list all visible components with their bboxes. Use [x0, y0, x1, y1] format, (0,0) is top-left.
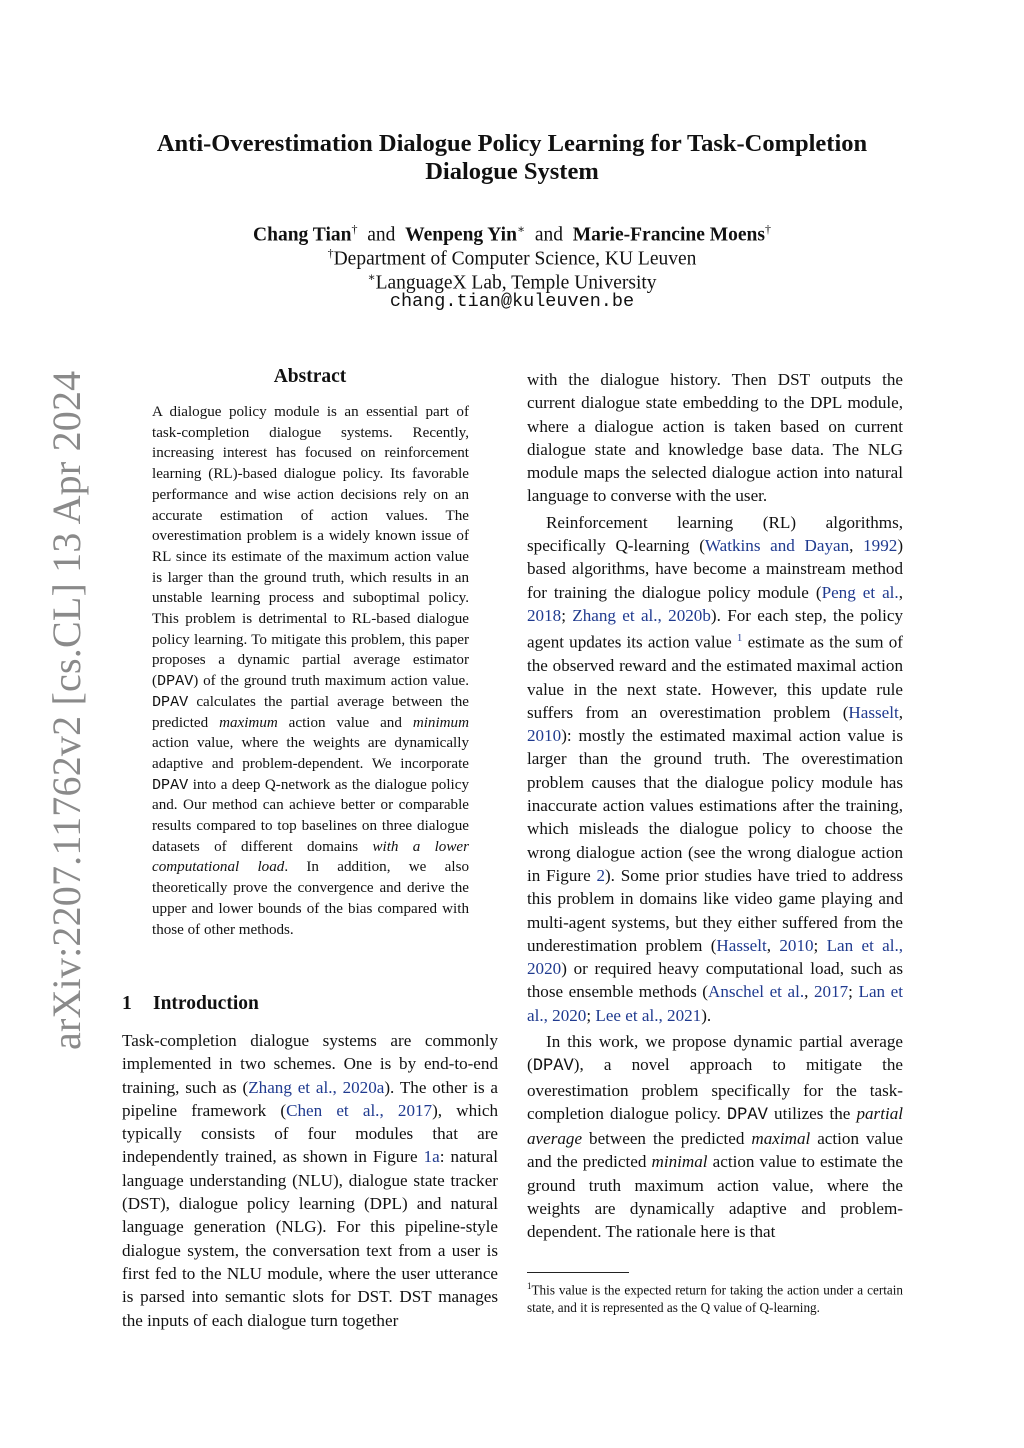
body-text: ). For each step, the policy agent updates its action value — [527, 605, 903, 652]
footnote-text: This value is the expected return for taking the action under a certain state, and it is represented as the Q value of Q-learning. — [527, 1282, 903, 1315]
emphasis: with a lower computational load — [152, 838, 469, 876]
emphasis: maximal — [751, 1129, 811, 1149]
abstract-text: into a deep Q-network as the dialogue policy and. Our method can achieve better or comparable results compared to top baselines on three dialogue datasets of different domains — [152, 776, 469, 855]
citation-link[interactable]: Anschel et al. — [708, 982, 805, 1002]
section-heading-introduction — [122, 993, 259, 1015]
body-text: In this work, we propose dynamic partial average ( — [527, 1032, 903, 1075]
body-text: ) or required heavy computational load, such as those ensemble methods ( — [527, 959, 903, 1002]
abstract-text: . In addition, we also theoretically prove the convergence and derive the upper and lower bounds of the bias compared with those of other methods. — [152, 859, 469, 938]
intro-paragraph-1 — [122, 1029, 498, 1332]
body-text: utilizes the — [767, 1103, 857, 1123]
body-text: ): mostly the estimated maximal action value is larger than the ground truth. The overestimation problem causes that the dialogue policy module has inaccurate action values estimations after the training, which misleads the dialogue policy to choose the wrong dialogue action (see the wrong dialogue action in Figure — [527, 726, 903, 885]
citation-link[interactable]: Lan et al., 2020 — [527, 982, 904, 1025]
section-title: Introduction — [153, 993, 259, 1014]
affiliation-2-mark: ∗ — [367, 270, 376, 284]
author-sep-2: and — [534, 224, 563, 246]
author-1-mark: † — [351, 222, 358, 236]
body-text: ), a novel approach to mitigate the overestimation problem specifically for the task-completion dialogue policy. — [527, 1055, 903, 1123]
abstract-text: ) of the ground truth maximum action value. — [193, 673, 469, 690]
author-3-mark: † — [764, 222, 771, 236]
body-text: , — [804, 982, 814, 1002]
author-2: Wenpeng Yin — [405, 224, 517, 246]
body-text: Reinforcement learning (RL) algorithms, specifically Q-learning ( — [527, 512, 903, 556]
intro-paragraph-3 — [527, 1030, 903, 1244]
title-line-1: Anti-Overestimation Dialogue Policy Learning for Task-Completion — [156, 130, 868, 157]
author-1: Chang Tian — [253, 224, 352, 246]
citation-link[interactable]: Lan et al., 2020 — [527, 935, 904, 979]
affiliation-1-mark: † — [327, 246, 334, 260]
citation-link[interactable]: 2018 — [527, 605, 562, 625]
dpav-term: DPAV — [152, 775, 189, 794]
dpav-term: DPAV — [152, 692, 189, 711]
body-text: , — [766, 935, 780, 955]
body-text: : natural language understanding (NLU), dialogue state tracker (DST), dialogue policy learning (DPL) and natural language generation (NLG). For this pipeline-style dialogue system, the conversation text from a user is first fed to the NLU module, where the user utterance is parsed into semantic slots for DST. DST manages the inputs of each dialogue turn together — [122, 1147, 498, 1330]
body-text: ). The other is a pipeline framework ( — [122, 1077, 498, 1120]
intro-paragraph-1-cont: with the dialogue history. Then DST outputs the current dialogue state embedding to the DPL module, where a dialogue action is taken based on current dialogue state and knowledge base data. The NLG module maps the selected dialogue action into natural language to converse with the user. — [527, 370, 903, 506]
citation-link[interactable]: Chen et al., 2017 — [286, 1100, 433, 1120]
title-line-2: Dialogue System — [425, 158, 599, 185]
dpav-term: DPAV — [157, 672, 194, 691]
author-sep-1: and — [367, 224, 396, 246]
citation-link[interactable]: 2010 — [779, 935, 814, 955]
citation-link[interactable]: Lee et al., 2021 — [595, 1005, 702, 1025]
citation-link[interactable]: 1992 — [863, 536, 898, 556]
citation-link[interactable]: Hasselt — [716, 935, 767, 955]
figure-ref-link[interactable]: 1a — [423, 1147, 440, 1167]
abstract-heading: Abstract — [273, 366, 347, 387]
citation-link[interactable]: 2017 — [813, 982, 849, 1002]
abstract-text: A dialogue policy module is an essential part of task-completion dialogue systems. Recently, increasing interest has focused on reinforcement learning (RL)-based dialogue policy. Its favorable performance and wise action decisions rely on an accurate estimation of action values. The overestimation problem is a widely known issue of RL since its estimate of the maximum action value is larger than the ground truth, which results in an unstable learning process and suboptimal policy. This problem is detrimental to RL-based dialogue policy learning. To mitigate this problem, this paper proposes a dynamic partial average estimator ( — [152, 404, 469, 690]
citation-link[interactable]: Watkins and Dayan — [704, 536, 850, 556]
author-3: Marie-Francine Moens — [572, 224, 765, 246]
body-text: , — [898, 702, 903, 722]
body-text: , — [898, 582, 903, 602]
intro-left-column — [122, 1029, 498, 1335]
arxiv-stamp: arXiv:2207.11762v2 [cs.CL] 13 Apr 2024 — [44, 370, 89, 1050]
body-text: ). Some prior studies have tried to address this problem in domains like video game playing and multi-agent systems, but they either suffered from the underestimation problem ( — [527, 865, 903, 955]
emphasis: minimal — [651, 1152, 708, 1172]
footnote-ref-link[interactable]: 1 — [736, 632, 743, 645]
emphasis: partial average — [527, 1103, 903, 1149]
emphasis: maximum — [219, 714, 278, 731]
citation-link[interactable]: 2010 — [527, 726, 562, 746]
dpav-term: DPAV — [532, 1057, 574, 1077]
body-text: , — [849, 536, 864, 556]
affiliation-1-text: Department of Computer Science, KU Leuven — [333, 248, 697, 270]
body-text: ) based algorithms, have become a mainstream method for training the dialogue policy module ( — [527, 536, 904, 602]
citation-link[interactable]: Peng et al. — [821, 582, 899, 602]
body-text: between the predicted — [582, 1129, 752, 1149]
intro-right-column — [527, 368, 903, 1244]
citation-link[interactable]: Hasselt — [848, 702, 899, 722]
emphasis: minimum — [412, 714, 469, 731]
footnote-mark: 1 — [527, 1281, 532, 1291]
body-text: ), which typically consists of four modules that are independently trained, as shown in Figure — [122, 1100, 498, 1167]
abstract-text: action value, where the weights are dynamically adaptive and problem-dependent. We incorporate — [152, 735, 469, 772]
section-number: 1 — [122, 993, 132, 1014]
body-text: ; — [561, 605, 573, 625]
dpav-term: DPAV — [726, 1105, 768, 1125]
footnote-1 — [527, 1278, 903, 1316]
figure-ref-link[interactable]: 2 — [596, 865, 605, 885]
body-text: estimate as the sum of the observed reward and the estimated maximal action value in the next state. However, this update rule suffers from an overestimation problem ( — [527, 632, 903, 722]
author-email[interactable]: chang.tian@kuleuven.be — [389, 291, 635, 312]
footnote-divider — [527, 1272, 629, 1273]
affiliation-2-text: LanguageX Lab, Temple University — [375, 272, 657, 294]
intro-paragraph-2 — [527, 511, 903, 1027]
body-text: Task-completion dialogue systems are commonly implemented in two schemes. One is by end-to-end training, such as ( — [122, 1031, 498, 1097]
body-text: ). — [701, 1005, 712, 1025]
body-text: ; — [586, 1005, 596, 1025]
abstract-text: action value and — [277, 714, 413, 731]
author-2-mark: ∗ — [516, 222, 526, 236]
abstract-text: calculates the partial average between the predicted — [152, 693, 469, 731]
paper-title — [100, 130, 924, 186]
body-text: ; — [813, 935, 827, 955]
body-text: ; — [848, 982, 859, 1002]
body-text: action value to estimate the ground truth maximum action value, where the weights are dynamically adaptive and problem-dependent. The rationale here is that — [527, 1152, 903, 1242]
citation-link[interactable]: Zhang et al., 2020a — [248, 1077, 385, 1097]
abstract-body — [152, 402, 469, 940]
body-text: action value and the predicted — [527, 1129, 903, 1172]
citation-link[interactable]: Zhang et al., 2020b — [572, 605, 711, 625]
